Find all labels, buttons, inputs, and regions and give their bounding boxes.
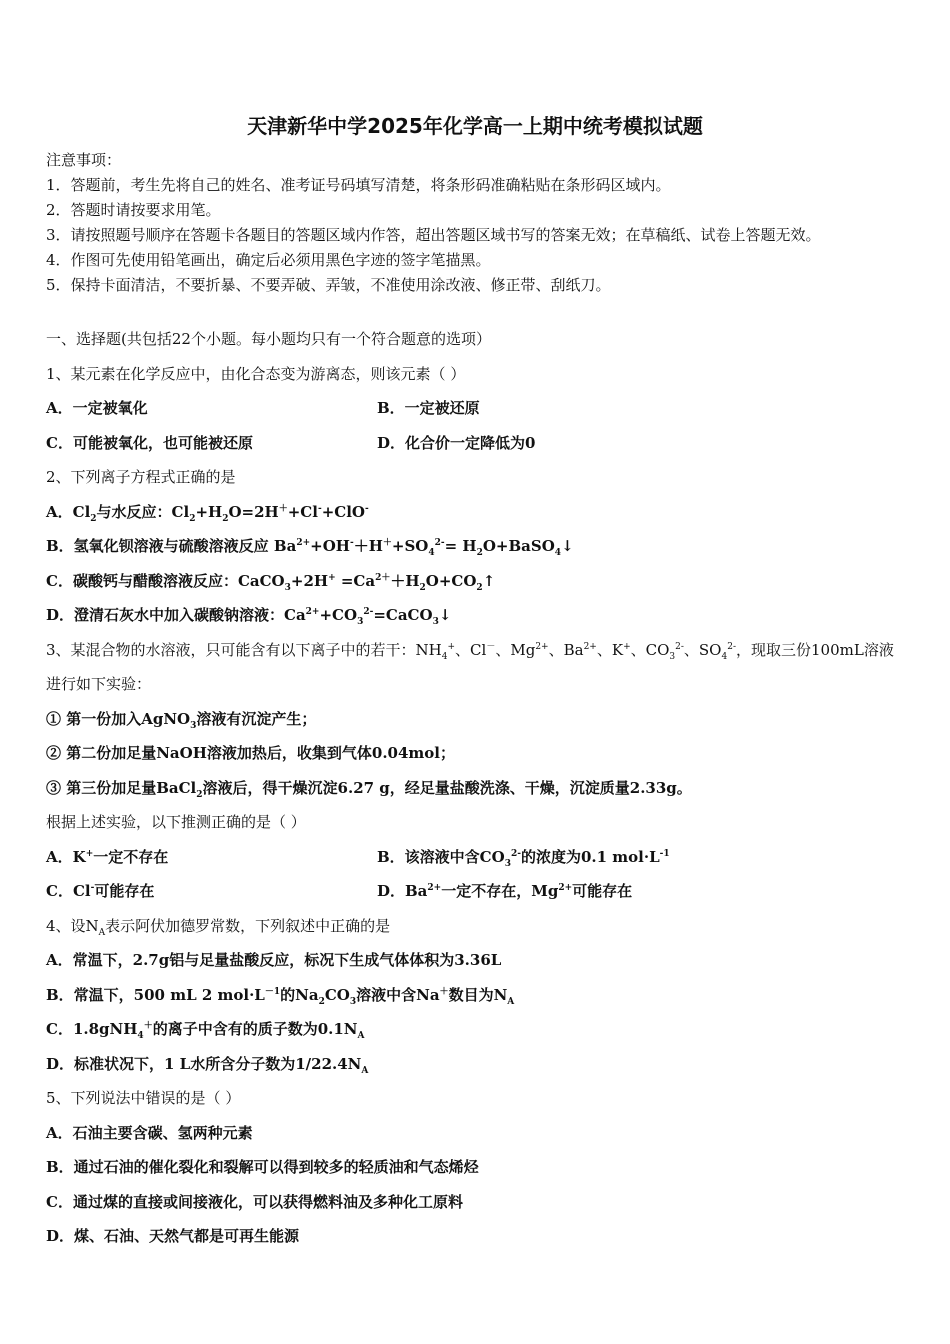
question-text xyxy=(46,909,926,944)
text-run: C．碳酸钙与醋酸溶液反应：CaCO xyxy=(46,571,285,590)
text-run: + xyxy=(623,641,631,652)
text-run: 、Mg xyxy=(495,640,536,659)
notes-block xyxy=(46,148,821,298)
text-run: + xyxy=(85,848,94,859)
text-run: 2＋ xyxy=(375,572,391,583)
text-run: 、Cl xyxy=(455,640,487,659)
option xyxy=(46,426,377,461)
text-run: C．通过煤的直接或间接液化，可以获得燃料油及多种化工原料 xyxy=(46,1192,463,1211)
text-run: ＋ xyxy=(382,538,392,548)
option-row xyxy=(46,391,926,426)
option xyxy=(46,736,926,771)
text-run: 数目为N xyxy=(448,985,508,1004)
text-run: A xyxy=(98,927,106,938)
text-run: 溶液中含Na xyxy=(356,985,440,1004)
text-run: 2+ xyxy=(427,883,442,893)
text-run: 3 xyxy=(504,858,511,869)
text-run: 2 xyxy=(476,582,483,593)
option-row xyxy=(46,840,926,875)
note-item: 5．保持卡面清洁，不要折暴、不要弄破、弄皱，不准使用涂改液、修正带、刮纸刀。 xyxy=(46,276,611,294)
note-item: 1．答题前，考生先将自己的姓名、准考证号码填写清楚，将条形码准确粘贴在条形码区域内。 xyxy=(46,176,671,194)
text-run: +Cl xyxy=(287,502,318,521)
option xyxy=(46,598,926,633)
text-run: 2 xyxy=(222,513,229,524)
text-run: C．可能被氧化，也可能被还原 xyxy=(46,433,253,452)
text-run: 4 xyxy=(428,548,435,558)
text-run: 2 xyxy=(90,513,97,524)
text-run: 2 xyxy=(476,548,483,558)
text-run: 1、某元素在化学反应中，由化合态变为游离态，则该元素（ ） xyxy=(46,364,466,383)
text-run: 4 xyxy=(554,548,562,558)
text-run: 4 xyxy=(137,1031,144,1041)
text-run: 2+ xyxy=(296,538,311,548)
text-run: - xyxy=(349,538,354,548)
text-run: + xyxy=(447,641,456,652)
text-run: D．标准状况下，1 L水所含分子数为1/22.4N xyxy=(46,1054,362,1073)
text-run: B．氢氧化钡溶液与硫酸溶液反应 Ba xyxy=(46,537,297,555)
text-run: 3 xyxy=(432,617,439,627)
option xyxy=(46,874,377,909)
text-run: 可能存在 xyxy=(94,882,155,900)
text-run: 2+ xyxy=(558,883,573,893)
text-run: 3 xyxy=(357,617,364,627)
option xyxy=(46,1047,926,1082)
text-run: 2 xyxy=(419,582,426,593)
text-run: 3 xyxy=(284,582,291,593)
text-run: 2 xyxy=(196,789,203,800)
text-run: C．1.8gNH xyxy=(46,1020,138,1038)
text-run: 的Na xyxy=(280,985,319,1004)
text-run: 3 xyxy=(349,996,357,1007)
text-run: 3 xyxy=(669,651,676,662)
text-run: = H xyxy=(444,537,477,555)
notes-heading: 注意事项： xyxy=(46,151,122,169)
text-run: 可能存在 xyxy=(572,882,633,900)
text-run: 2- xyxy=(434,538,445,548)
question-text xyxy=(46,460,926,495)
text-run: 2- xyxy=(510,848,521,859)
page-title: 天津新华中学2025年化学高一上期中统考模拟试题 xyxy=(247,114,703,138)
text-run: － xyxy=(486,641,496,652)
text-run: 表示阿伏加德罗常数，下列叙述中正确的是 xyxy=(105,916,391,935)
text-run: B．通过石油的催化裂化和裂解可以得到较多的轻质油和气态烯烃 xyxy=(46,1158,479,1176)
option xyxy=(46,1219,926,1254)
text-run: =CaCO xyxy=(373,606,433,624)
note-item: 4．作图可先使用铅笔画出，确定后必须用黑色字迹的签字笔描黑。 xyxy=(46,251,491,269)
option xyxy=(377,391,708,426)
option xyxy=(377,840,708,875)
text-run: 2- xyxy=(675,641,684,652)
text-run: D．澄清石灰水中加入碳酸钠溶液：Ca xyxy=(46,606,306,624)
text-run: ↓ xyxy=(438,606,452,624)
text-run: 5、下列说法中错误的是（ ） xyxy=(46,1089,241,1107)
text-run: 3、某混合物的水溶液，只可能含有以下离子中的若干：NH xyxy=(46,640,442,659)
question-text xyxy=(46,667,926,702)
text-run: ＋ xyxy=(439,986,449,997)
question-text xyxy=(46,805,926,840)
text-run: 溶液有沉淀产生； xyxy=(196,709,317,728)
text-run: 进行如下实验： xyxy=(46,675,152,693)
text-run: O+BaSO xyxy=(482,537,555,555)
option xyxy=(46,978,926,1013)
text-run: +CO xyxy=(319,606,358,624)
note-item: 3．请按照题号顺序在答题卡各题目的答题区域内作答，超出答题区域书写的答案无效；在草稿纸、试卷上答题无效。 xyxy=(46,226,821,244)
text-run: 4、设N xyxy=(46,916,99,935)
text-run: C．Cl xyxy=(46,882,91,900)
text-run: - xyxy=(364,503,369,514)
text-run: B．该溶液中含CO xyxy=(377,847,505,866)
text-run: A xyxy=(507,996,515,1007)
text-run: 4 xyxy=(721,651,728,662)
text-run: =Ca xyxy=(335,571,376,590)
text-run: O+CO xyxy=(425,571,477,590)
text-run: -1 xyxy=(659,848,670,859)
text-run: - xyxy=(317,503,322,514)
text-run: ，现取三份100mL溶液 xyxy=(736,640,894,659)
text-run: +2H xyxy=(290,571,329,590)
option xyxy=(46,771,926,806)
text-run: ③ 第三份加足量BaCl xyxy=(46,778,197,797)
text-run: 、CO xyxy=(630,640,670,659)
text-run: 2+ xyxy=(535,641,549,652)
text-run: 一定不存在 xyxy=(93,847,169,866)
text-run: ② 第二份加足量NaOH溶液加热后，收集到气体0.04mol； xyxy=(46,744,456,762)
text-run: A．一定被氧化 xyxy=(46,399,148,417)
text-run: 、SO xyxy=(683,640,722,659)
text-run: B．一定被还原 xyxy=(377,399,480,417)
text-run: 溶液后，得干燥沉淀6.27 g，经足量盐酸洗涤、干燥，沉淀质量2.33g。 xyxy=(202,778,692,797)
text-run: O=2H xyxy=(228,502,279,521)
text-run: A xyxy=(357,1031,365,1041)
text-run: 的浓度为0.1 mol·L xyxy=(520,847,660,866)
section-heading: 一、选择题(共包括22个小题。每小题均只有一个符合题意的选项） xyxy=(46,330,491,348)
text-run: 4 xyxy=(441,651,448,662)
text-run: 2 xyxy=(189,513,196,524)
question-text xyxy=(46,357,926,392)
text-run: 2- xyxy=(727,641,736,652)
text-run: ↑ xyxy=(482,571,496,590)
text-run: ＋ xyxy=(143,1021,153,1031)
text-run: ＋ xyxy=(278,503,288,514)
text-run: +H xyxy=(195,502,223,521)
text-run: D．Ba xyxy=(377,882,428,900)
text-run: A．Cl xyxy=(46,502,91,521)
option xyxy=(46,391,377,426)
text-run: A．石油主要含碳、氢两种元素 xyxy=(46,1123,253,1142)
text-run: A．常温下，2.7g铝与足量盐酸反应，标况下生成气体体积为3.36L xyxy=(46,951,502,969)
question-text xyxy=(46,633,926,668)
option xyxy=(46,1185,926,1220)
text-run: +ClO xyxy=(321,502,365,521)
text-run: 的离子中含有的质子数为0.1N xyxy=(152,1020,358,1038)
text-run: + xyxy=(328,572,336,583)
question-text xyxy=(46,1081,926,1116)
option-row xyxy=(46,874,926,909)
option xyxy=(46,702,926,737)
option xyxy=(46,564,926,599)
option-row xyxy=(46,426,926,461)
option xyxy=(46,529,926,564)
option xyxy=(46,495,926,530)
text-run: CO xyxy=(324,985,350,1004)
option xyxy=(46,943,926,978)
option xyxy=(46,840,377,875)
text-run: ① 第一份加入AgNO xyxy=(46,709,191,728)
text-run: 2- xyxy=(363,607,374,617)
text-run: 2+ xyxy=(305,607,320,617)
text-run: ＋H xyxy=(390,571,420,590)
text-run: 一定不存在，Mg xyxy=(441,882,559,900)
option xyxy=(377,874,708,909)
note-item: 2．答题时请按要求用笔。 xyxy=(46,201,221,219)
text-run: 2+ xyxy=(583,641,597,652)
text-run: 2、下列离子方程式正确的是 xyxy=(46,468,236,486)
text-run: A．K xyxy=(46,847,86,866)
text-run: 2 xyxy=(318,996,325,1007)
text-run: ＋H xyxy=(353,537,383,555)
text-run: 根据上述实验，以下推测正确的是（ ） xyxy=(46,813,306,831)
text-run: ↓ xyxy=(561,537,574,555)
text-run: D．煤、石油、天然气都是可再生能源 xyxy=(46,1227,300,1245)
text-run: A xyxy=(361,1065,369,1076)
text-run: +OH xyxy=(310,537,350,555)
text-run: －1 xyxy=(264,986,281,997)
text-run: B．常温下，500 mL 2 mol·L xyxy=(46,985,265,1004)
text-run: +SO xyxy=(391,537,429,555)
option xyxy=(46,1116,926,1151)
text-run: 3 xyxy=(190,720,197,731)
text-run: D．化合价一定降低为0 xyxy=(377,433,536,452)
option xyxy=(46,1150,926,1185)
option xyxy=(377,426,708,461)
text-run: 与水反应：Cl xyxy=(96,502,190,521)
option xyxy=(46,1012,926,1047)
text-run: 、K xyxy=(596,640,624,659)
text-run: - xyxy=(90,883,95,893)
questions xyxy=(46,322,926,1254)
text-run: 、Ba xyxy=(548,640,584,659)
